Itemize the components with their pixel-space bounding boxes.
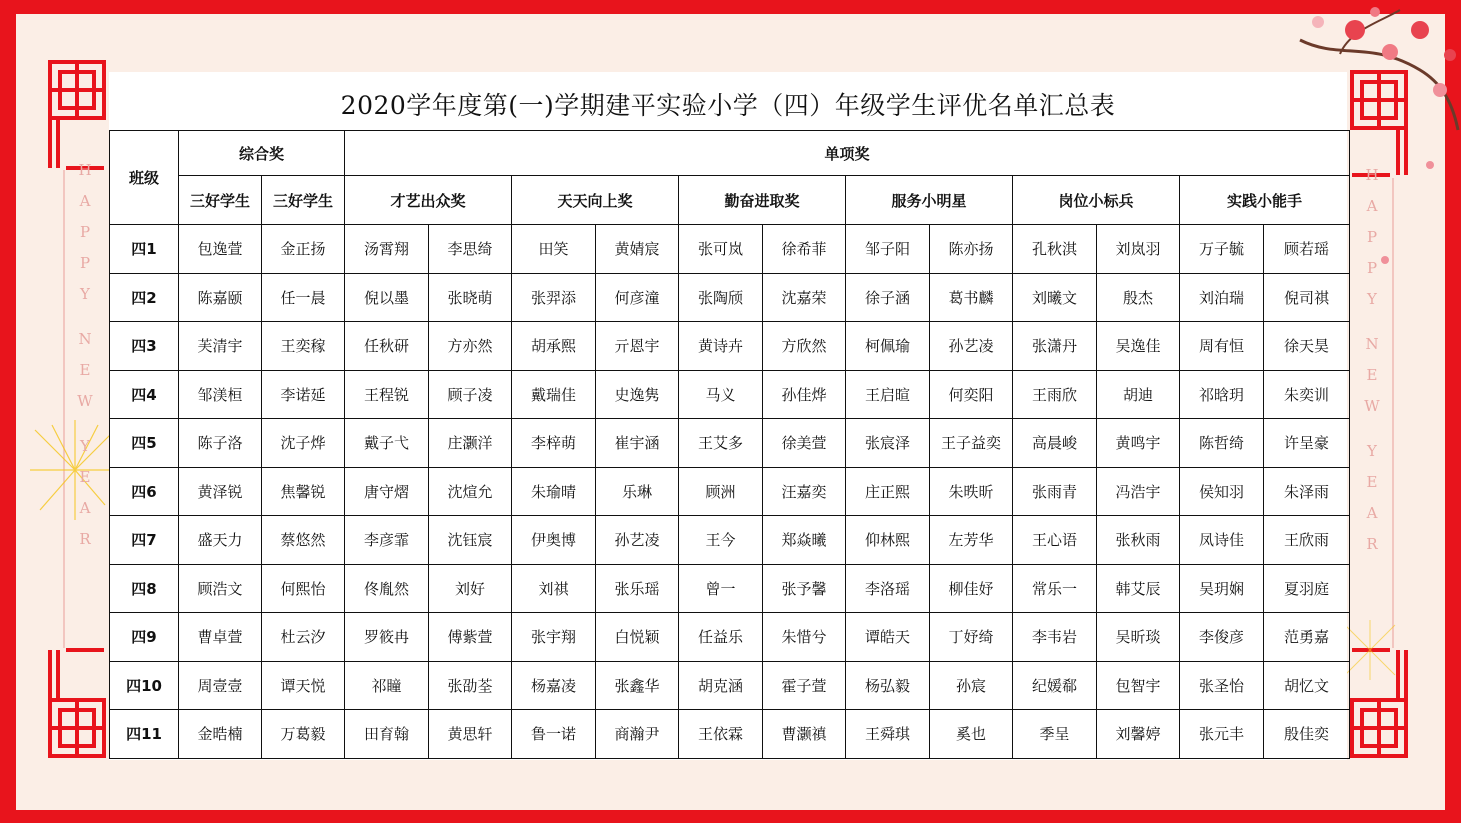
student-name-cell: 韩艾辰 bbox=[1097, 564, 1180, 613]
student-name-cell: 霍子萱 bbox=[763, 661, 846, 710]
student-name-cell: 王心语 bbox=[1013, 516, 1097, 565]
student-name-cell: 徐子涵 bbox=[846, 273, 930, 322]
side-letter: E bbox=[1366, 473, 1378, 491]
student-name-cell: 胡克涵 bbox=[679, 661, 763, 710]
student-name-cell: 徐希菲 bbox=[763, 225, 846, 274]
student-name-cell: 郑焱曦 bbox=[763, 516, 846, 565]
student-name-cell: 黄鸣宇 bbox=[1097, 419, 1180, 468]
student-name-cell: 蔡悠然 bbox=[262, 516, 345, 565]
student-name-cell: 陈嘉颐 bbox=[179, 273, 262, 322]
side-letter: N bbox=[1365, 335, 1379, 353]
table-row bbox=[110, 370, 1350, 419]
student-name-cell: 祁瞳 bbox=[345, 661, 429, 710]
student-name-cell: 焦馨锐 bbox=[262, 467, 345, 516]
side-letter: Y bbox=[1367, 442, 1377, 460]
student-name-cell: 孙艺凌 bbox=[596, 516, 679, 565]
student-name-cell: 张晓萌 bbox=[429, 273, 512, 322]
side-letter: P bbox=[1366, 228, 1378, 246]
student-name-cell: 芙清宇 bbox=[179, 322, 262, 371]
student-name-cell: 吴昕琰 bbox=[1097, 613, 1180, 662]
student-name-cell: 金正扬 bbox=[262, 225, 345, 274]
student-name-cell: 张劭荃 bbox=[429, 661, 512, 710]
student-name-cell: 侯知羽 bbox=[1180, 467, 1264, 516]
student-name-cell: 亓恩宇 bbox=[596, 322, 679, 371]
student-name-cell: 李俊彦 bbox=[1180, 613, 1264, 662]
student-name-cell: 杨嘉凌 bbox=[512, 661, 596, 710]
side-letter: R bbox=[1366, 535, 1378, 553]
student-name-cell: 包智宇 bbox=[1097, 661, 1180, 710]
table-row bbox=[110, 225, 1350, 274]
student-name-cell: 张羿添 bbox=[512, 273, 596, 322]
class-cell: 四7 bbox=[110, 516, 179, 565]
side-letter: H bbox=[78, 161, 92, 179]
student-name-cell: 张可岚 bbox=[679, 225, 763, 274]
student-name-cell: 柳佳妤 bbox=[930, 564, 1013, 613]
class-cell: 四6 bbox=[110, 467, 179, 516]
student-name-cell: 朱昳昕 bbox=[930, 467, 1013, 516]
side-letter: E bbox=[79, 361, 91, 379]
student-name-cell: 周壹壹 bbox=[179, 661, 262, 710]
student-name-cell: 谭天悦 bbox=[262, 661, 345, 710]
student-name-cell: 胡承熙 bbox=[512, 322, 596, 371]
student-name-cell: 黄婧宸 bbox=[596, 225, 679, 274]
student-name-cell: 左芳华 bbox=[930, 516, 1013, 565]
table-row bbox=[110, 322, 1350, 371]
student-name-cell: 李梓萌 bbox=[512, 419, 596, 468]
student-name-cell: 孙宸 bbox=[930, 661, 1013, 710]
left-vertical-text bbox=[75, 155, 95, 555]
table-row bbox=[110, 419, 1350, 468]
student-name-cell: 曹灏禛 bbox=[763, 710, 846, 759]
side-letter: A bbox=[1366, 504, 1378, 522]
student-name-cell: 沈钰宸 bbox=[429, 516, 512, 565]
student-name-cell: 张鑫华 bbox=[596, 661, 679, 710]
side-letter: Y bbox=[80, 285, 90, 303]
award-table bbox=[109, 130, 1350, 759]
side-letter: R bbox=[79, 530, 91, 548]
award-header-diligence: 勤奋进取奖 bbox=[679, 176, 846, 225]
side-letter: W bbox=[1364, 397, 1380, 415]
student-name-cell: 沈煊允 bbox=[429, 467, 512, 516]
student-name-cell: 刘岚羽 bbox=[1097, 225, 1180, 274]
student-name-cell: 张雨青 bbox=[1013, 467, 1097, 516]
student-name-cell: 邹子阳 bbox=[846, 225, 930, 274]
student-name-cell: 鲁一诺 bbox=[512, 710, 596, 759]
student-name-cell: 仰林熙 bbox=[846, 516, 930, 565]
merit-student-header: 三好学生 bbox=[262, 176, 345, 225]
student-name-cell: 徐天昊 bbox=[1264, 322, 1350, 371]
student-name-cell: 乐琳 bbox=[596, 467, 679, 516]
student-name-cell: 徐美萱 bbox=[763, 419, 846, 468]
side-letter: P bbox=[79, 223, 91, 241]
student-name-cell: 佟胤然 bbox=[345, 564, 429, 613]
student-name-cell: 顾子凌 bbox=[429, 370, 512, 419]
student-name-cell: 范勇嘉 bbox=[1264, 613, 1350, 662]
student-name-cell: 顾浩文 bbox=[179, 564, 262, 613]
side-letter: N bbox=[78, 330, 92, 348]
student-name-cell: 戴子弋 bbox=[345, 419, 429, 468]
student-name-cell: 崔宇涵 bbox=[596, 419, 679, 468]
student-name-cell: 倪司祺 bbox=[1264, 273, 1350, 322]
student-name-cell: 张宸泽 bbox=[846, 419, 930, 468]
student-name-cell: 任秋研 bbox=[345, 322, 429, 371]
student-name-cell: 任益乐 bbox=[679, 613, 763, 662]
student-name-cell: 孙艺凌 bbox=[930, 322, 1013, 371]
table-row bbox=[110, 516, 1350, 565]
student-name-cell: 葛书麟 bbox=[930, 273, 1013, 322]
merit-student-header: 三好学生 bbox=[179, 176, 262, 225]
table-row bbox=[110, 273, 1350, 322]
student-name-cell: 陈哲绮 bbox=[1180, 419, 1264, 468]
student-name-cell: 包逸萱 bbox=[179, 225, 262, 274]
student-name-cell: 许呈豪 bbox=[1264, 419, 1350, 468]
side-letter: A bbox=[79, 499, 91, 517]
student-name-cell: 邹渼桓 bbox=[179, 370, 262, 419]
student-name-cell: 李彦霏 bbox=[345, 516, 429, 565]
student-name-cell: 何彦潼 bbox=[596, 273, 679, 322]
student-name-cell: 万葛毅 bbox=[262, 710, 345, 759]
page-title: 2020学年度第(一)学期建平实验小学（四）年级学生评优名单汇总表 bbox=[340, 91, 1116, 120]
student-name-cell: 吴玥娴 bbox=[1180, 564, 1264, 613]
student-name-cell: 朱瑜晴 bbox=[512, 467, 596, 516]
class-cell: 四3 bbox=[110, 322, 179, 371]
student-name-cell: 凤诗佳 bbox=[1180, 516, 1264, 565]
side-letter: W bbox=[77, 392, 93, 410]
student-name-cell: 沈子烨 bbox=[262, 419, 345, 468]
student-name-cell: 王今 bbox=[679, 516, 763, 565]
lattice-corner-bottom-right bbox=[1352, 650, 1406, 756]
student-name-cell: 王子益奕 bbox=[930, 419, 1013, 468]
student-name-cell: 曹卓萱 bbox=[179, 613, 262, 662]
award-header-practice: 实践小能手 bbox=[1180, 176, 1350, 225]
student-name-cell: 纪媛郗 bbox=[1013, 661, 1097, 710]
student-name-cell: 朱泽雨 bbox=[1264, 467, 1350, 516]
table-row bbox=[110, 564, 1350, 613]
student-name-cell: 王奕稼 bbox=[262, 322, 345, 371]
student-name-cell: 罗筱冉 bbox=[345, 613, 429, 662]
student-name-cell: 柯佩瑜 bbox=[846, 322, 930, 371]
side-letter: P bbox=[79, 254, 91, 272]
student-name-cell: 殷杰 bbox=[1097, 273, 1180, 322]
award-header-service: 服务小明星 bbox=[846, 176, 1013, 225]
student-name-cell: 戴瑞佳 bbox=[512, 370, 596, 419]
student-name-cell: 曾一 bbox=[679, 564, 763, 613]
student-name-cell: 孙佳烨 bbox=[763, 370, 846, 419]
lattice-corner-top-left bbox=[50, 62, 104, 168]
student-name-cell: 陈子洛 bbox=[179, 419, 262, 468]
award-header-duty: 岗位小标兵 bbox=[1013, 176, 1180, 225]
student-name-cell: 何奕阳 bbox=[930, 370, 1013, 419]
student-name-cell: 张予馨 bbox=[763, 564, 846, 613]
student-name-cell: 张秋雨 bbox=[1097, 516, 1180, 565]
student-name-cell: 张陶颀 bbox=[679, 273, 763, 322]
student-name-cell: 方欣然 bbox=[763, 322, 846, 371]
student-name-cell: 周有恒 bbox=[1180, 322, 1264, 371]
student-name-cell: 刘泊瑞 bbox=[1180, 273, 1264, 322]
side-letter: H bbox=[1365, 166, 1379, 184]
student-name-cell: 奚也 bbox=[930, 710, 1013, 759]
table-row bbox=[110, 710, 1350, 759]
student-name-cell: 刘祺 bbox=[512, 564, 596, 613]
class-cell: 四9 bbox=[110, 613, 179, 662]
student-name-cell: 杜云汐 bbox=[262, 613, 345, 662]
table-row bbox=[110, 467, 1350, 516]
student-name-cell: 顾若瑶 bbox=[1264, 225, 1350, 274]
right-vertical-text bbox=[1362, 160, 1382, 560]
student-name-cell: 王程锐 bbox=[345, 370, 429, 419]
student-name-cell: 高晨峻 bbox=[1013, 419, 1097, 468]
student-name-cell: 马义 bbox=[679, 370, 763, 419]
side-letter: A bbox=[1366, 197, 1378, 215]
award-header-progress: 天天向上奖 bbox=[512, 176, 679, 225]
student-name-cell: 张潇丹 bbox=[1013, 322, 1097, 371]
side-letter: Y bbox=[80, 437, 90, 455]
class-cell: 四8 bbox=[110, 564, 179, 613]
student-name-cell: 庄正熙 bbox=[846, 467, 930, 516]
student-name-cell: 吴逸佳 bbox=[1097, 322, 1180, 371]
side-letter: Y bbox=[1367, 290, 1377, 308]
student-name-cell: 黄思轩 bbox=[429, 710, 512, 759]
student-name-cell: 顾洲 bbox=[679, 467, 763, 516]
class-cell: 四10 bbox=[110, 661, 179, 710]
table-row bbox=[110, 613, 1350, 662]
student-name-cell: 谭皓天 bbox=[846, 613, 930, 662]
student-name-cell: 黄泽锐 bbox=[179, 467, 262, 516]
student-name-cell: 唐守熠 bbox=[345, 467, 429, 516]
student-name-cell: 沈嘉荣 bbox=[763, 273, 846, 322]
student-name-cell: 刘曦文 bbox=[1013, 273, 1097, 322]
student-name-cell: 王舜琪 bbox=[846, 710, 930, 759]
student-name-cell: 王雨欣 bbox=[1013, 370, 1097, 419]
student-name-cell: 常乐一 bbox=[1013, 564, 1097, 613]
single-award-header: 单项奖 bbox=[345, 131, 1350, 176]
student-name-cell: 田育翰 bbox=[345, 710, 429, 759]
student-name-cell: 陈亦扬 bbox=[930, 225, 1013, 274]
student-name-cell: 万子毓 bbox=[1180, 225, 1264, 274]
class-cell: 四1 bbox=[110, 225, 179, 274]
student-name-cell: 史逸隽 bbox=[596, 370, 679, 419]
comprehensive-award-header: 综合奖 bbox=[179, 131, 345, 176]
lattice-corner-bottom-left bbox=[50, 650, 104, 756]
side-letter: P bbox=[1366, 259, 1378, 277]
student-name-cell: 孔秋淇 bbox=[1013, 225, 1097, 274]
student-name-cell: 白悦颖 bbox=[596, 613, 679, 662]
student-name-cell: 朱奕训 bbox=[1264, 370, 1350, 419]
award-sheet bbox=[109, 72, 1347, 760]
student-name-cell: 王欣雨 bbox=[1264, 516, 1350, 565]
student-name-cell: 李思绮 bbox=[429, 225, 512, 274]
student-name-cell: 夏羽庭 bbox=[1264, 564, 1350, 613]
student-name-cell: 庄灏洋 bbox=[429, 419, 512, 468]
class-header: 班级 bbox=[110, 131, 179, 225]
student-name-cell: 王艾多 bbox=[679, 419, 763, 468]
student-name-cell: 丁妤绮 bbox=[930, 613, 1013, 662]
side-letter: E bbox=[79, 468, 91, 486]
side-letter: E bbox=[1366, 366, 1378, 384]
student-name-cell: 冯浩宇 bbox=[1097, 467, 1180, 516]
class-cell: 四5 bbox=[110, 419, 179, 468]
student-name-cell: 祁晗玥 bbox=[1180, 370, 1264, 419]
student-name-cell: 汪嘉奕 bbox=[763, 467, 846, 516]
student-name-cell: 田笑 bbox=[512, 225, 596, 274]
student-name-cell: 殷佳奕 bbox=[1264, 710, 1350, 759]
student-name-cell: 盛天力 bbox=[179, 516, 262, 565]
student-name-cell: 张乐瑶 bbox=[596, 564, 679, 613]
side-letter: A bbox=[79, 192, 91, 210]
student-name-cell: 李诺延 bbox=[262, 370, 345, 419]
student-name-cell: 王启暄 bbox=[846, 370, 930, 419]
student-name-cell: 胡迪 bbox=[1097, 370, 1180, 419]
table-row bbox=[110, 661, 1350, 710]
student-name-cell: 汤霄翔 bbox=[345, 225, 429, 274]
student-name-cell: 王依霖 bbox=[679, 710, 763, 759]
student-name-cell: 李韦岩 bbox=[1013, 613, 1097, 662]
student-name-cell: 倪以墨 bbox=[345, 273, 429, 322]
student-name-cell: 刘好 bbox=[429, 564, 512, 613]
student-name-cell: 胡忆文 bbox=[1264, 661, 1350, 710]
student-name-cell: 李洛瑶 bbox=[846, 564, 930, 613]
student-name-cell: 张宇翔 bbox=[512, 613, 596, 662]
student-name-cell: 何熙怡 bbox=[262, 564, 345, 613]
award-header-talent: 才艺出众奖 bbox=[345, 176, 512, 225]
student-name-cell: 伊奥博 bbox=[512, 516, 596, 565]
student-name-cell: 刘馨婷 bbox=[1097, 710, 1180, 759]
student-name-cell: 商瀚尹 bbox=[596, 710, 679, 759]
class-cell: 四2 bbox=[110, 273, 179, 322]
student-name-cell: 傅紫萱 bbox=[429, 613, 512, 662]
class-cell: 四11 bbox=[110, 710, 179, 759]
student-name-cell: 方亦然 bbox=[429, 322, 512, 371]
student-name-cell: 任一晨 bbox=[262, 273, 345, 322]
student-name-cell: 杨弘毅 bbox=[846, 661, 930, 710]
student-name-cell: 朱惜兮 bbox=[763, 613, 846, 662]
class-cell: 四4 bbox=[110, 370, 179, 419]
student-name-cell: 黄诗卉 bbox=[679, 322, 763, 371]
student-name-cell: 张元丰 bbox=[1180, 710, 1264, 759]
student-name-cell: 金晧楠 bbox=[179, 710, 262, 759]
student-name-cell: 季呈 bbox=[1013, 710, 1097, 759]
student-name-cell: 张圣怡 bbox=[1180, 661, 1264, 710]
